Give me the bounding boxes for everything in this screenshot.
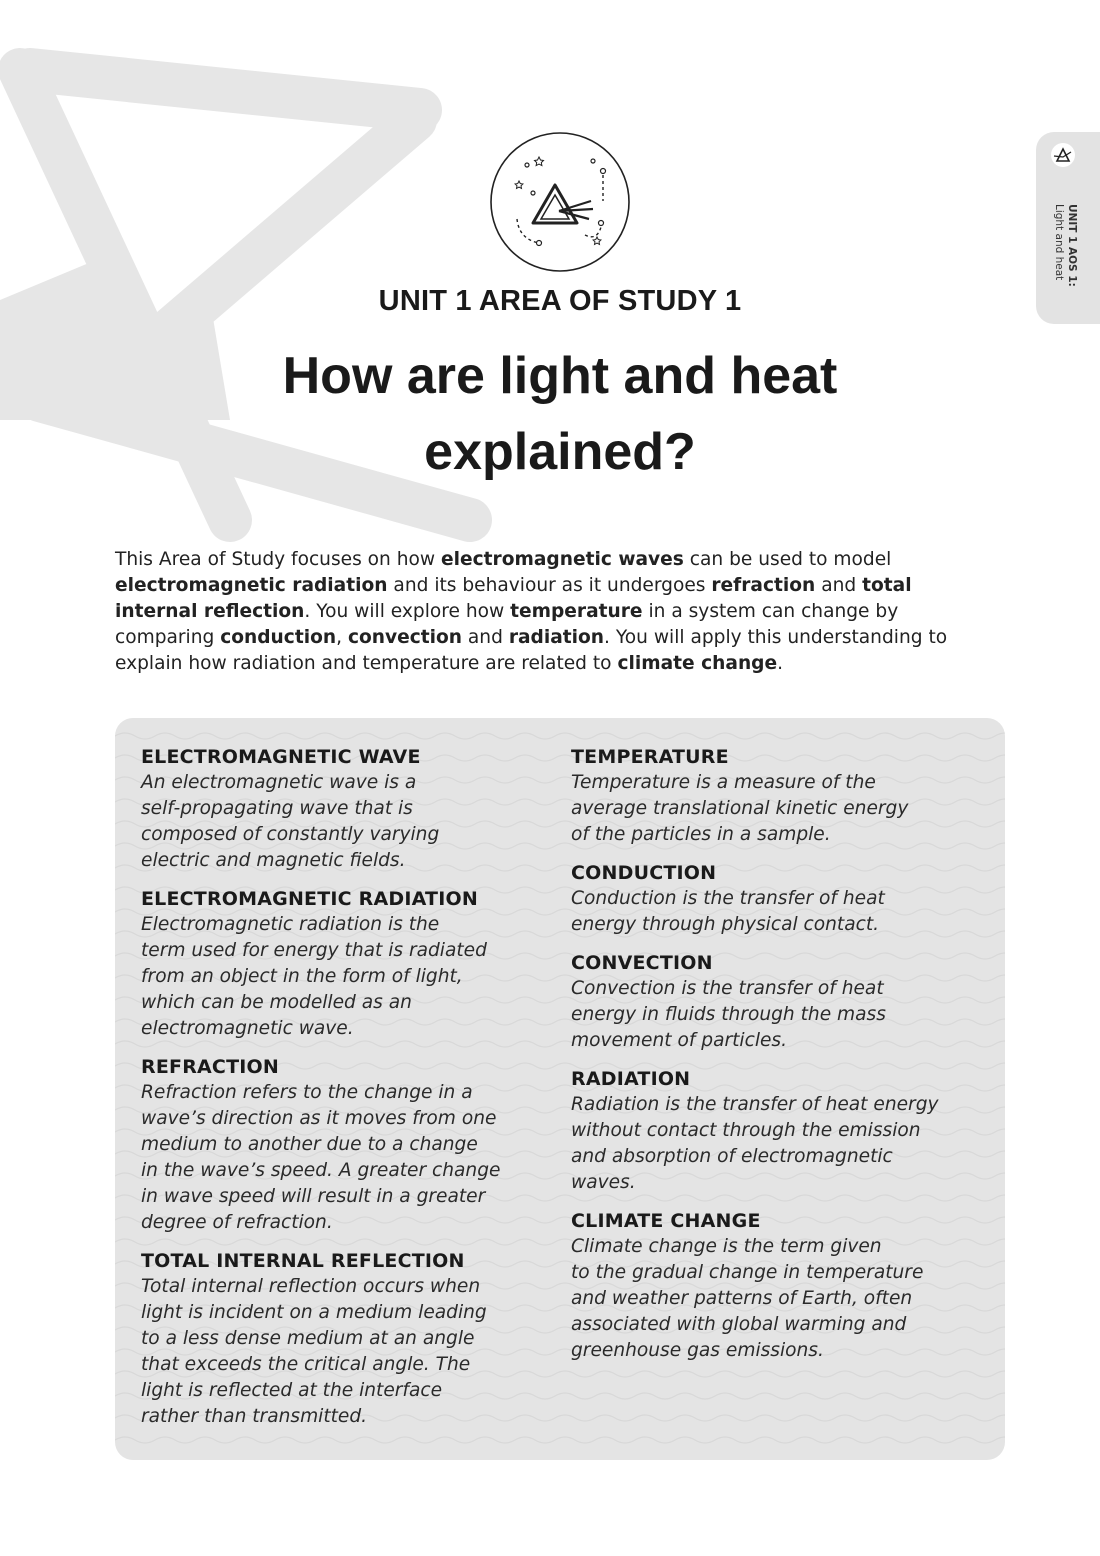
intro-text: can be used to model xyxy=(683,548,892,570)
intro-text: . You will explore how xyxy=(304,600,511,622)
glossary-entry xyxy=(571,1208,991,1364)
glossary-term: REFRACTION xyxy=(141,1056,279,1078)
key-term: electromagnetic radiation xyxy=(115,574,388,596)
side-tab-topic: Light and heat xyxy=(1053,204,1065,281)
page-title-line: How are light and heat xyxy=(282,347,838,405)
page-title xyxy=(0,338,1100,490)
glossary-definition: Radiation is the transfer of heat energy without contact through the emission and absorption of electromagnetic waves. xyxy=(571,1094,939,1193)
key-term: electromagnetic waves xyxy=(441,548,684,570)
glossary-definition: Electromagnetic radiation is the term used for energy that is radiated from an object in the form of light, which can be modelled as an electromagnetic wave. xyxy=(141,914,487,1039)
glossary-term: ELECTROMAGNETIC RADIATION xyxy=(141,888,478,910)
intro-text: and xyxy=(815,574,863,596)
glossary-term: RADIATION xyxy=(571,1068,691,1090)
intro-text: . You will apply this understanding to explain how radiation and temperature are related to xyxy=(115,626,948,674)
page-title-line: explained? xyxy=(424,423,696,481)
glossary-entry xyxy=(141,1054,541,1236)
intro-text: and its behaviour as it undergoes xyxy=(387,574,712,596)
glossary-definition: An electromagnetic wave is a self-propagating wave that is composed of constantly varying electric and magnetic fields. xyxy=(141,772,440,871)
glossary-term: TOTAL INTERNAL REFLECTION xyxy=(141,1250,465,1272)
prism-icon xyxy=(1050,142,1076,168)
glossary-term: ELECTROMAGNETIC WAVE xyxy=(141,746,421,768)
glossary-card xyxy=(115,718,1005,1460)
key-term: convection xyxy=(347,626,462,648)
unit-kicker: UNIT 1 AREA OF STUDY 1 xyxy=(378,285,742,317)
glossary-right-column xyxy=(571,744,991,1376)
glossary-entry xyxy=(571,744,991,848)
glossary-term: TEMPERATURE xyxy=(571,746,729,768)
key-term: conduction xyxy=(220,626,337,648)
intro-text: This Area of Study focuses on how xyxy=(115,548,442,570)
prism-light-icon xyxy=(489,131,631,273)
glossary-term: CONVECTION xyxy=(571,952,713,974)
glossary-entry xyxy=(571,950,991,1054)
glossary-entry xyxy=(141,1248,541,1430)
intro-text: in a system can change by comparing xyxy=(115,600,899,648)
glossary-definition: Refraction refers to the change in a wave’s direction as it moves from one medium to another due to a change in the wave’s speed. A greater change in wave speed will result in a greater degree of refraction. xyxy=(141,1082,501,1233)
key-term: refraction xyxy=(711,574,816,596)
side-tab-label xyxy=(1052,204,1078,287)
key-term: climate change xyxy=(617,652,778,674)
glossary-term: CONDUCTION xyxy=(571,862,717,884)
glossary-definition: Convection is the transfer of heat energy in fluids through the mass movement of particles. xyxy=(571,978,886,1051)
glossary-entry xyxy=(141,744,541,874)
intro-text: , xyxy=(336,626,348,648)
glossary-entry xyxy=(141,886,541,1042)
intro-text: . xyxy=(777,652,784,674)
glossary-term: CLIMATE CHANGE xyxy=(571,1210,761,1232)
glossary-definition: Total internal reflection occurs when light is incident on a medium leading to a less dense medium at an angle that exceeds the critical angle. The light is reflected at the interface rather than transmitted. xyxy=(141,1276,487,1427)
glossary-left-column xyxy=(141,744,541,1442)
key-term: total internal reflection xyxy=(115,574,912,622)
key-term: radiation xyxy=(508,626,605,648)
key-term: temperature xyxy=(510,600,643,622)
glossary-entry xyxy=(571,860,991,938)
glossary-definition: Temperature is a measure of the average translational kinetic energy of the particles in a sample. xyxy=(571,772,909,845)
side-tab-unit: UNIT 1 AOS 1: xyxy=(1066,204,1078,287)
glossary-entry xyxy=(571,1066,991,1196)
intro-paragraph xyxy=(115,547,995,677)
glossary-definition: Climate change is the term given to the gradual change in temperature and weather patterns of Earth, often associated with global warming and greenhouse gas emissions. xyxy=(571,1236,924,1361)
glossary-definition: Conduction is the transfer of heat energy through physical contact. xyxy=(571,888,885,935)
intro-text: and xyxy=(462,626,509,648)
